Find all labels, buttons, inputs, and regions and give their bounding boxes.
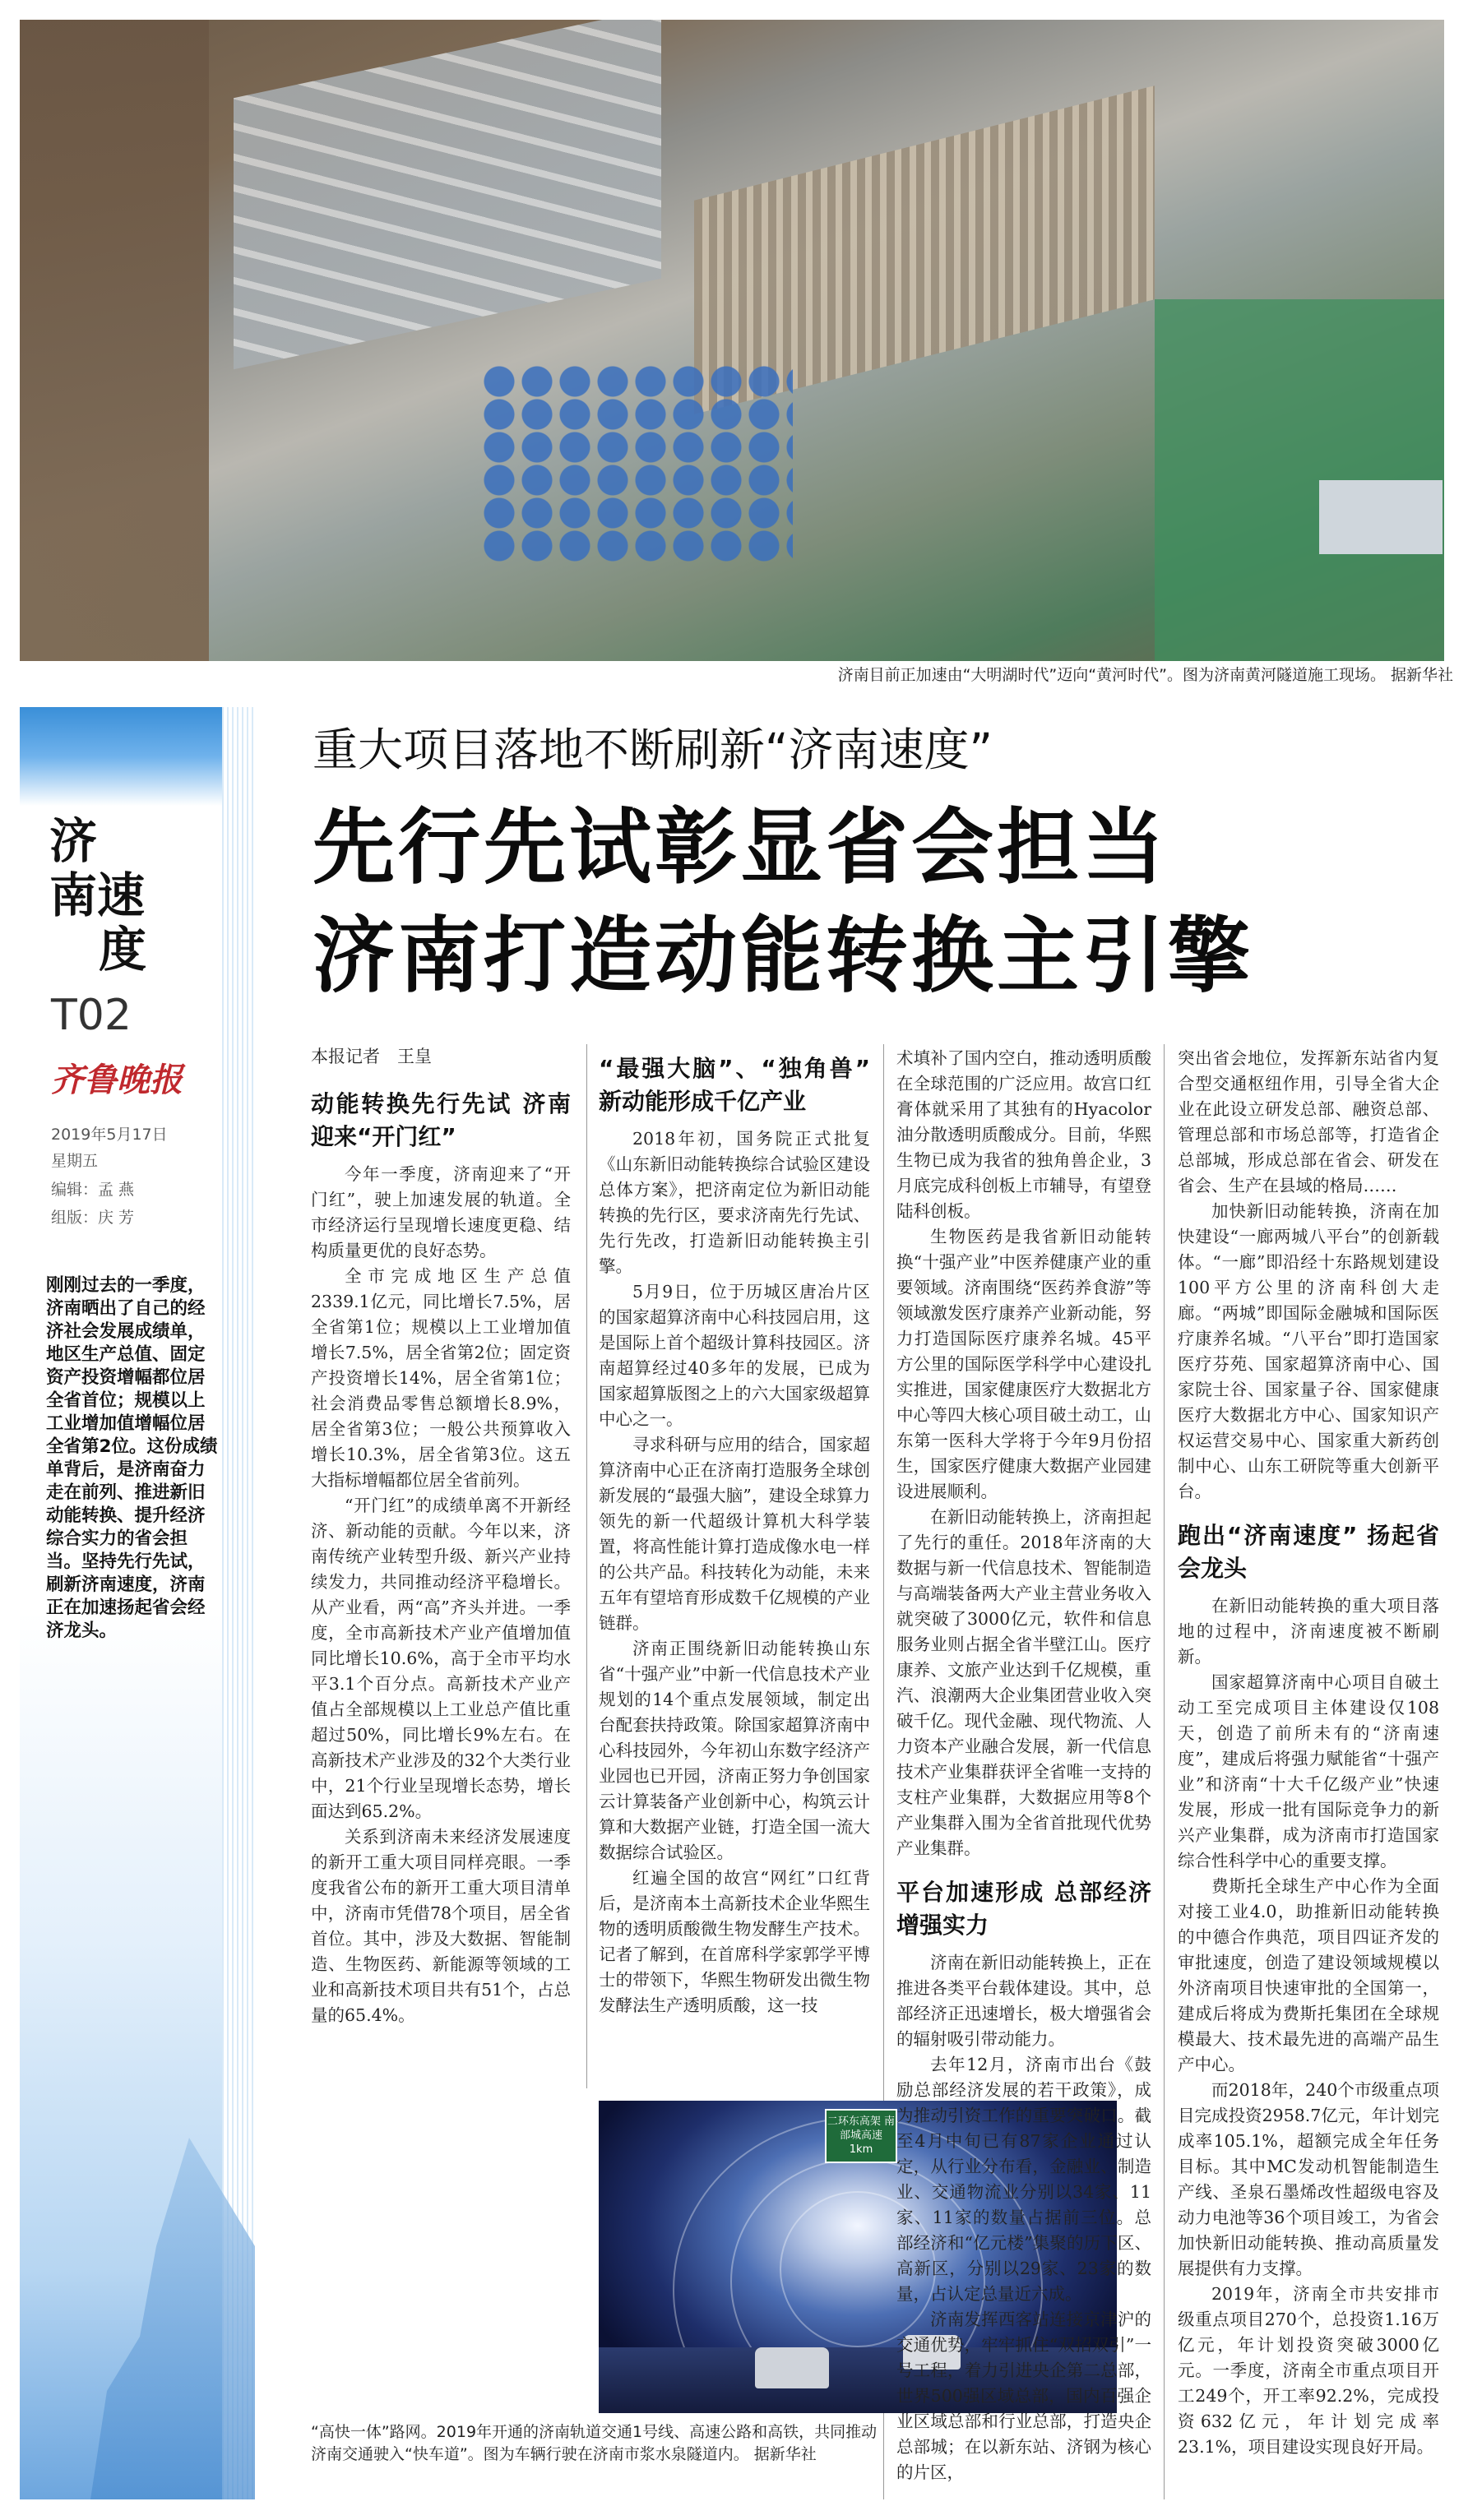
article-column-3: [896, 1046, 1151, 2485]
section-heading-2: “最强大脑”、“独角兽” 新动能形成千亿产业: [599, 1055, 870, 1115]
paragraph: 加快新旧动能转换，济南在加快建设“一廊两城八平台”的创新载体。“一廊”即沿经十东路规划建设100平方公里的济南科创大走廊。“两城”即国际金融城和国际医疗康养名城。“八平台”即打造国家医疗芬苑、国家超算济南中心、国家院士谷、国家量子谷、国家健康医疗大数据北方中心、国家知识产权运营交易中心、国家重大新药创制中心、山东工研院等重大创新平台。: [1178, 1201, 1439, 1501]
section-heading-3: 平台加速形成 总部经济增强实力: [896, 1879, 1151, 1939]
tunnel-photo-caption: “高快一体”路网。2019年开通的济南轨道交通1号线、高速公路和高铁，共同推动济南交通驶入“快车道”。图为车辆行驶在济南市浆水泉隧道内。 据新华社: [311, 2423, 878, 2463]
road-sign: 二环东高架 南部城高速 1km: [825, 2109, 897, 2163]
paragraph: 2018年初，国务院正式批复《山东新旧动能转换综合试验区建设总体方案》，把济南定位为新旧动能转换的先行区，要求济南先行先试、先行先改，打造新旧动能转换主引擎。: [599, 1129, 870, 1276]
paragraph: 济南正围绕新旧动能转换山东省“十强产业”中新一代信息技术产业规划的14个重点发展领域，制定出台配套扶持政策。除国家超算济南中心科技园外，今年初山东数字经济产业园也已开园，济南正努力争创国家云计算装备产业创新中心，构筑云计算和大数据产业链，打造全国一流大数据综合试验区。: [599, 1639, 870, 1862]
weekday: 星期五: [51, 1152, 99, 1170]
paragraph: 国家超算济南中心项目自破土动工至完成项目主体建设仅108天，创造了前所未有的“济南速度”，建成后将强力赋能省“十强产业”和济南“十大千亿级产业”快速发展，形成一批有国际竞争力的新兴产业集群，成为济南市打造国家综合性科学中心的重要支撑。: [1178, 1672, 1439, 1870]
paragraph: 突出省会地位，发挥新东站省内复合型交通枢纽作用，引导全省大企业在此设立研发总部、融资总部、管理总部和市场总部等，打造省企总部城，形成总部在省会、研发在省会、生产在县域的格局……: [1178, 1048, 1439, 1195]
intro-text: 刚刚过去的一季度，济南晒出了自己的经济社会发展成绩单，地区生产总值、固定资产投资增幅都位居全省首位；规模以上工业增加值增幅位居全省第2位。这份成绩单背后，是济南奋力走在前列、推进新旧动能转换、提升经济综合实力的省会担当。坚持先行先试，刷新济南速度，济南正在加速扬起省会经济龙头。: [46, 1275, 218, 1641]
article-column-4: [1178, 1046, 1439, 2460]
section-heading-1: 动能转换先行先试 济南迎来“开门红”: [311, 1090, 571, 1150]
column-divider: [586, 1044, 587, 2088]
photo-caption: 济南目前正加速由“大明湖时代”迈向“黄河时代”。图为济南黄河隧道施工现场。 据新华社: [837, 666, 1453, 684]
paragraph: 济南在新旧动能转换上，正在推进各类平台载体建设。其中，总部经济正迅速增长，极大增强省会的辐射吸引带动能力。: [896, 1953, 1151, 2049]
paragraph: 费斯托全球生产中心作为全面对接工业4.0，助推新旧动能转换的中德合作典范，项目四证齐发的审批速度，创造了建设领域规模以外济南项目快速审批的全国第一，建成后将成为费斯托集团在全球规模最大、技术最先进的高端产品生产中心。: [1178, 1876, 1439, 2074]
paragraph: 寻求科研与应用的结合，国家超算济南中心正在济南打造服务全球创新发展的“最强大脑”，建设全球算力领先的新一代超级计算机大科学装置，将高性能计算打造成像水电一样的公共产品。科技转化为动能，未来五年有望培育形成数千亿规模的产业链群。: [599, 1435, 870, 1633]
paragraph: “开门红”的成绩单离不开新经济、新动能的贡献。今年以来，济南传统产业转型升级、新兴产业持续发力，共同推动经济平稳增长。从产业看，两“高”齐头并进。一季度，全市高新技术产业产值增加值同比增长10.6%，高于全市平均水平3.1个百分点。高新技术产业产值占全部规模以上工业总产值比重超过50%，同比增长9%左右。在高新技术产业涉及的32个大类行业中，21个行业呈现增长态势，增长面达到65.2%。: [311, 1496, 571, 1821]
section-heading-4: 跑出“济南速度” 扬起省会龙头: [1178, 1522, 1439, 1582]
paragraph: 2019年，济南全市共安排市级重点项目270个，总投资1.16万亿元，年计划投资突破3000亿元。一季度，济南全市重点项目开工249个，开工率92.2%，完成投资632亿元，年计划完成率23.1%，项目建设实现良好开局。: [1178, 2284, 1439, 2457]
section-title: 济 南 速 度: [49, 813, 147, 978]
paper-logo: 齐鲁晚报: [51, 1061, 183, 1099]
paragraph: 全市完成地区生产总值2339.1亿元，同比增长7.5%，居全省第1位；规模以上工业增加值增长7.5%，居全省第2位；固定资产投资增长14%，居全省第1位；社会消费品零售总额增长8.9%，居全省第3位；一般公共预算收入增长10.3%，居全省第3位。这五大指标增幅都位居全省前列。: [311, 1266, 571, 1490]
byline: 本报记者 王皇: [311, 1047, 432, 1066]
editor: 编辑：孟 燕: [51, 1181, 135, 1199]
headline-line-2: 济南打造动能转换主引擎: [313, 908, 1253, 1004]
subheadline: 重大项目落地不断刷新“济南速度”: [313, 724, 993, 776]
paragraph: 红遍全国的故宫“网红”口红背后，是济南本土高新技术企业华熙生物的透明质酸微生物发酵生产技术。记者了解到，在首席科学家郭学平博士的带领下，华熙生物研发出微生物发酵法生产透明质酸，这一技: [599, 1868, 870, 2015]
paragraph: 5月9日，位于历城区唐冶片区的国家超算济南中心科技园启用，这是国际上首个超级计算科技园区。济南超算经过40多年的发展，已成为国家超算版图之上的六大国家级超算中心之一。: [599, 1282, 870, 1429]
article-column-2: [599, 1046, 870, 2018]
paragraph: 去年12月，济南市出台《鼓励总部经济发展的若干政策》，成为推动引资工作的重要突破口。截至4月中旬已有87家企业通过认定，从行业分布看，金融业、制造业、交通物流业分别以34家、11家、11家的数量占据前三位。总部经济和“亿元楼”集聚的历下区、高新区，分别以29家、23家的数量，占认定总量近六成。: [896, 2055, 1151, 2304]
construction-site-photo: [20, 20, 1444, 661]
car: [755, 2347, 829, 2388]
column-divider: [1164, 1044, 1165, 2499]
paragraph: 在新旧动能转换的重大项目落地的过程中，济南速度被不断刷新。: [1178, 1596, 1439, 1667]
paragraph: 而2018年，240个市级重点项目完成投资2958.7亿元，年计划完成率105.1%，超额完成全年任务目标。其中MC发动机智能制造生产线、圣泉石墨烯改性超级电容及动力电池等36个项目竣工，为省会加快新旧动能转换、推动高质量发展提供有力支撑。: [1178, 2080, 1439, 2278]
paragraph: 生物医药是我省新旧动能转换“十强产业”中医养健康产业的重要领域。济南围绕“医药养食游”等领域激发医疗康养产业新动能，努力打造国际医疗康养名城。45平方公里的国际医学科学中心建设扎实推进，国家健康医疗大数据北方中心等四大核心项目破土动工，山东第一医科大学将于今年9月份招生，国家医疗健康大数据产业园建设进展顺利。: [896, 1227, 1151, 1501]
headline-line-1: 先行先试彰显省会担当: [313, 799, 1168, 895]
paragraph: 在新旧动能转换上，济南担起了先行的重任。2018年济南的大数据与新一代信息技术、智能制造与高端装备两大产业主营业务收入就突破了3000亿元，软件和信息服务业则占据全省半壁江山。医疗康养、文旅产业达到千亿规模，重汽、浪潮两大企业集团营业收入突破千亿。现代金融、现代物流、人力资本产业融合发展，新一代信息技术产业集群获评全省唯一支持的支柱产业集群，大数据应用等8个产业集群入围为全省首批现代优势产业集群。: [896, 1507, 1151, 1858]
paragraph: 关系到济南未来经济发展速度的新开工重大项目同样亮眼。一季度我省公布的新开工重大项目清单中，济南市凭借78个项目，居全省首位。其中，涉及大数据、智能制造、生物医药、新能源等领域的工业和高新技术项目共有51个，占总量的65.4%。: [311, 1827, 571, 2025]
paragraph: 今年一季度，济南迎来了“开门红”，驶上加速发展的轨道。全市经济运行呈现增长速度更稳、结构质量更优的良好态势。: [311, 1164, 571, 1260]
paragraph: 术填补了国内空白，推动透明质酸在全球范围的广泛应用。故宫口红膏体就采用了其独有的Hyacolor油分散透明质酸成分。目前，华熙生物已成为我省的独角兽企业，3月底完成科创板上市辅导，有望登陆科创板。: [896, 1048, 1151, 1221]
page-number: T02: [51, 991, 132, 1040]
article-column-1: [311, 1044, 571, 2028]
paragraph: 济南发挥西客站连接京津沪的交通优势，牢牢抓住“双招双引”一号工程，着力引进央企第二总部，世界500强区域总部，国内百强企业区域总部和行业总部，打造央企总部城；在以新东站、济钢为核心的片区，: [896, 2310, 1151, 2482]
layout-editor: 组版：庆 芳: [51, 1209, 135, 1227]
issue-date: 2019年5月17日: [51, 1126, 168, 1144]
